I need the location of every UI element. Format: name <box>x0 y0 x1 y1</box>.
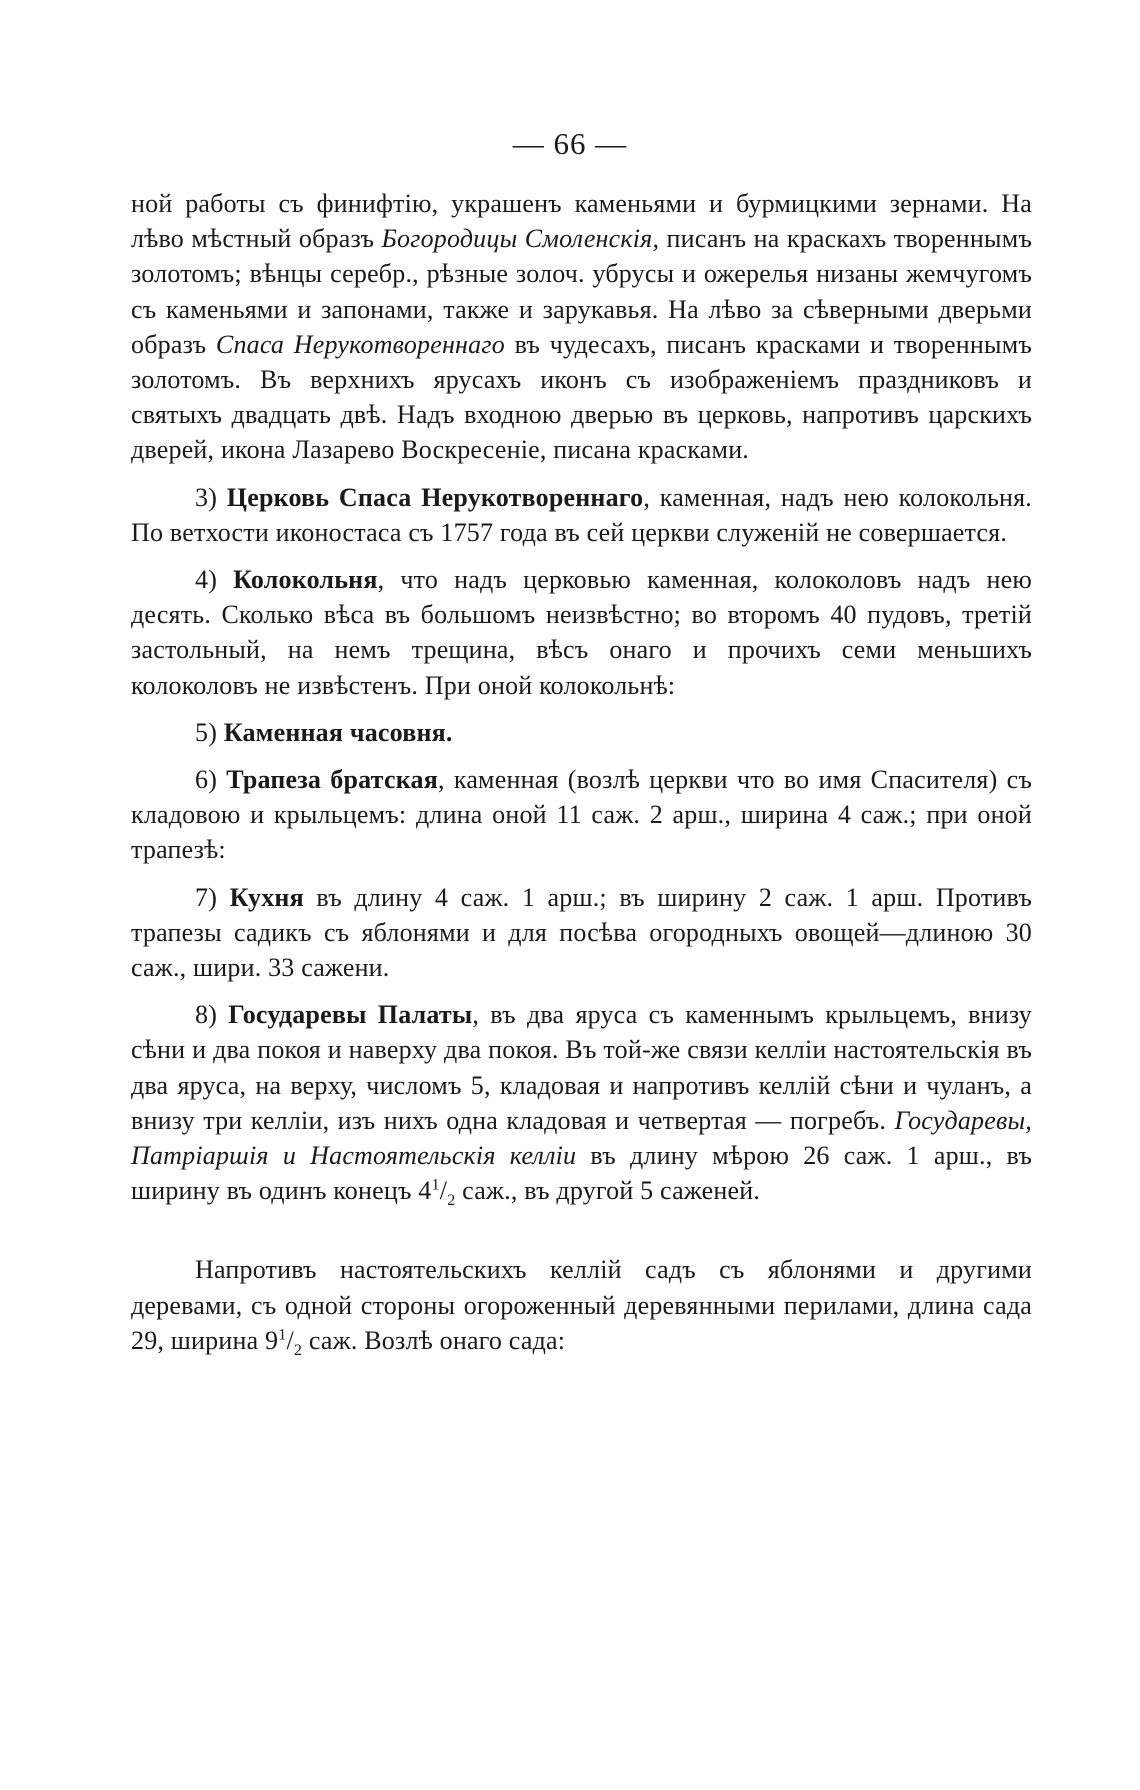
p1-italic-b: Спаса Нерукотвореннаго <box>215 329 505 359</box>
paragraph-garden <box>131 1252 1032 1358</box>
paragraph-continued <box>131 186 1032 468</box>
p5-number: 5) <box>195 717 218 747</box>
p1-italic-a: Богородицы Смоленскія, <box>381 224 660 254</box>
p7-text: въ длину 4 саж. 1 арш.; въ ширину 2 саж. 1 арш. Противъ трапезы садикъ съ яблонями и для посѣва огородныхъ овощей—длиною 30 саж., шири. 33 сажени. <box>131 882 1032 983</box>
p1-text-c: въ чудесахъ, писанъ красками и твореннымъ золотомъ. Въ верхнихъ ярусахъ иконъ съ изображеніемъ праздниковъ и святыхъ двадцать двѣ. Надъ входною дверью въ церковь, напротивъ царскихъ дверей, икона Лазарево Воскресеніе, писана красками. <box>131 329 1032 465</box>
p7-heading: Кухня <box>229 882 304 912</box>
p8-text-b: въ длину мѣрою 26 саж. 1 арш., въ ширину въ одинъ конецъ 4 <box>131 1141 1032 1206</box>
p5-heading: Каменная часовня. <box>223 717 453 747</box>
p9-text-b: саж. Возлѣ онаго сада: <box>302 1325 566 1355</box>
p1-text-a: ной работы съ финифтію, украшенъ каменьями и бурмицкими зернами. На лѣво мѣстный образъ <box>131 189 1032 254</box>
p3-heading: Церковь Спаса Нерукотвореннаго <box>226 482 644 512</box>
p8-fraction-denominator: 2 <box>447 1192 456 1210</box>
body-text <box>131 186 1032 1358</box>
p9-fraction-numerator: 1 <box>278 1326 287 1344</box>
p1-text-b: писанъ на краскахъ твореннымъ золотомъ; вѣнцы серебр., рѣзные золоч. убрусы и ожерелья низаны жемчугомъ съ каменьями и запонами, также и зарукавья. На лѣво за сѣверными дверьми образъ <box>131 224 1032 359</box>
paragraph-7-kitchen <box>131 880 1032 986</box>
p4-number: 4) <box>195 565 218 595</box>
page-number: — 66 — <box>512 126 628 161</box>
p8-text-a: , въ два яруса съ каменнымъ крыльцемъ, внизу сѣни и два покоя и наверху два покоя. Въ той-же связи келліи настоятельскія въ два яруса, на верху, числомъ 5, кладовая и напротивъ келлій сѣни и чуланъ, а внизу три келліи, изъ нихъ одна кладовая и четвертая — погребъ. <box>131 1000 1032 1135</box>
paragraph-6-refectory <box>131 762 1032 868</box>
paragraph-8-chambers <box>131 997 1032 1208</box>
p9-text-a: Напротивъ настоятельскихъ келлій садъ съ яблонями и другими деревами, съ одной стороны огороженный деревянными перилами, длина сада 29, ширина 9 <box>131 1255 1032 1355</box>
p8-number: 8) <box>195 1000 218 1030</box>
p6-number: 6) <box>195 765 218 795</box>
p7-number: 7) <box>195 882 218 912</box>
p9-fraction-slash: / <box>286 1325 294 1355</box>
p8-fraction-numerator: 1 <box>431 1176 440 1194</box>
p8-heading: Государевы Палаты <box>228 1000 473 1030</box>
p8-fraction-slash: / <box>439 1176 448 1206</box>
paragraph-3-church <box>131 480 1032 550</box>
p6-text: , каменная (возлѣ церкви что во имя Спасителя) съ кладовою и крыльцемъ: длина оной 11 саж. 2 арш., ширина 4 саж.; при оной трапезѣ: <box>131 765 1033 865</box>
p4-text: , что надъ церковью каменная, колоколовъ надъ нею десять. Сколько вѣса въ большомъ неизвѣстно; во второмъ 40 пудовъ, третій застольный, на немъ трещина, вѣсъ онаго и прочихъ семи меньшихъ колоколовъ не извѣстенъ. При оной колокольнѣ: <box>131 565 1032 700</box>
p4-heading: Колокольня <box>233 565 378 595</box>
paragraph-5-chapel <box>131 715 1032 750</box>
p3-number: 3) <box>195 482 218 512</box>
p9-fraction-denominator: 2 <box>293 1342 303 1360</box>
p3-text: , каменная, надъ нею колокольня. По ветхости иконостаса съ 1757 года въ сей церкви служеній не совершается. <box>131 482 1032 547</box>
paragraph-4-belltower <box>131 562 1032 703</box>
p8-italic: Государевы, Патріаршія и Настоятельскія келліи <box>131 1105 1032 1171</box>
p8-text-c: саж., въ другой 5 саженей. <box>455 1176 761 1206</box>
p6-heading: Трапеза братская <box>226 765 438 795</box>
